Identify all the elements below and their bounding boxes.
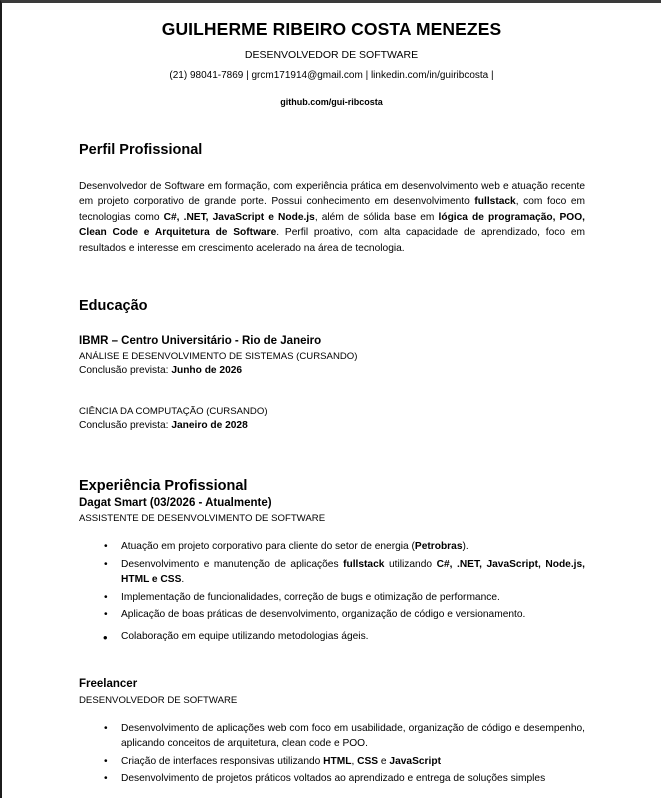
bullet-item xyxy=(79,607,585,623)
bullet-dot-icon: • xyxy=(104,755,108,767)
bullet-item xyxy=(79,629,585,645)
experience-role: DESENVOLVEDOR DE SOFTWARE xyxy=(79,694,238,706)
candidate-name: GUILHERME RIBEIRO COSTA MENEZES xyxy=(161,19,502,39)
section-title-education: Educação xyxy=(79,298,148,315)
bullet-item xyxy=(79,754,585,770)
bullet-item xyxy=(79,590,585,606)
bullet-text: Implementação de funcionalidades, correção de bugs e otimização de performance. xyxy=(121,591,500,603)
bullet-item xyxy=(79,539,585,555)
resume-body xyxy=(79,141,585,787)
experience-role: ASSISTENTE DE DESENVOLVIMENTO DE SOFTWARE xyxy=(79,513,326,525)
bullet-item xyxy=(79,557,585,588)
experience-entry xyxy=(79,677,585,786)
education-institution: IBMR – Centro Universitário - Rio de Janeiro xyxy=(79,334,322,347)
bullet-text: Aplicação de boas práticas de desenvolvimento, organização de código e versionamento. xyxy=(121,609,526,621)
bullet-dot-icon: • xyxy=(104,773,108,785)
experience-bullet-list xyxy=(79,539,585,644)
candidate-role: DESENVOLVEDOR DE SOFTWARE xyxy=(244,48,419,61)
contact-line: (21) 98041-7869 | grcm171914@gmail.com | linkedin.com/in/guiribcosta | xyxy=(169,70,494,82)
section-experience xyxy=(79,477,585,787)
bullet-text: Criação de interfaces responsivas utilizando HTML, CSS e JavaScript xyxy=(121,755,441,767)
experience-entry xyxy=(79,496,585,644)
profile-paragraph: Desenvolvedor de Software em formação, com experiência prática em desenvolvimento web e atuação recente em projeto corporativo de grande porte. Possui conhecimento em desenvolvimento fullstack, com foco em tecnologias como C#, .NET, JavaScript e Node.js, além de sólida base em lógica de programação, POO, Clean Code e Arquitetura de Software. Perfil proativo, com alta capacidade de aprendizado, foco em resultados e interesse em crescimento acelerado na área de tecnologia. xyxy=(79,180,585,254)
experience-company-period: Freelancer xyxy=(79,678,138,691)
bullet-item xyxy=(79,721,585,752)
section-title-profile: Perfil Profissional xyxy=(79,141,203,158)
experience-company-period: Dagat Smart (03/2026 - Atualmente) xyxy=(79,496,272,509)
page-sheet xyxy=(2,3,661,787)
section-profile xyxy=(79,141,585,256)
bullet-dot-icon: • xyxy=(104,591,108,603)
experience-bullet-list xyxy=(79,721,585,787)
bullet-text: Colaboração em equipe utilizando metodologias ágeis. xyxy=(121,630,369,642)
bullet-text: Desenvolvimento de aplicações web com foco em usabilidade, organização de código e desempenho, aplicando conceitos de arquitetura, clean code e POO. xyxy=(121,722,585,750)
education-entry xyxy=(79,405,585,434)
education-entry xyxy=(79,334,585,379)
resume-header xyxy=(2,3,661,108)
bullet-item xyxy=(79,771,585,787)
education-completion: Conclusão prevista: Janeiro de 2028 xyxy=(79,420,248,432)
bullet-text: Desenvolvimento e manutenção de aplicações fullstack utilizando C#, .NET, JavaScript, Node.js, HTML e CSS. xyxy=(121,558,585,586)
bullet-text: Desenvolvimento de projetos práticos voltados ao aprendizado e entrega de soluções simples xyxy=(121,773,546,785)
bullet-dot-icon: • xyxy=(104,609,108,621)
section-education xyxy=(79,297,585,434)
section-title-experience: Experiência Profissional xyxy=(79,477,248,494)
education-completion: Conclusão prevista: Junho de 2026 xyxy=(79,365,243,377)
bullet-text: Atuação em projeto corporativo para cliente do setor de energia (Petrobras). xyxy=(121,541,469,553)
bullet-dot-icon: • xyxy=(104,722,108,734)
bullet-dot-icon: • xyxy=(104,558,108,570)
education-course: ANÁLISE E DESENVOLVIMENTO DE SISTEMAS (CURSANDO) xyxy=(79,351,358,363)
education-course: CIÊNCIA DA COMPUTAÇÃO (CURSANDO) xyxy=(79,406,268,418)
bullet-dot-icon: • xyxy=(103,629,108,645)
bullet-dot-icon: • xyxy=(104,541,108,553)
contact-github-line: github.com/gui-ribcosta xyxy=(280,96,383,107)
